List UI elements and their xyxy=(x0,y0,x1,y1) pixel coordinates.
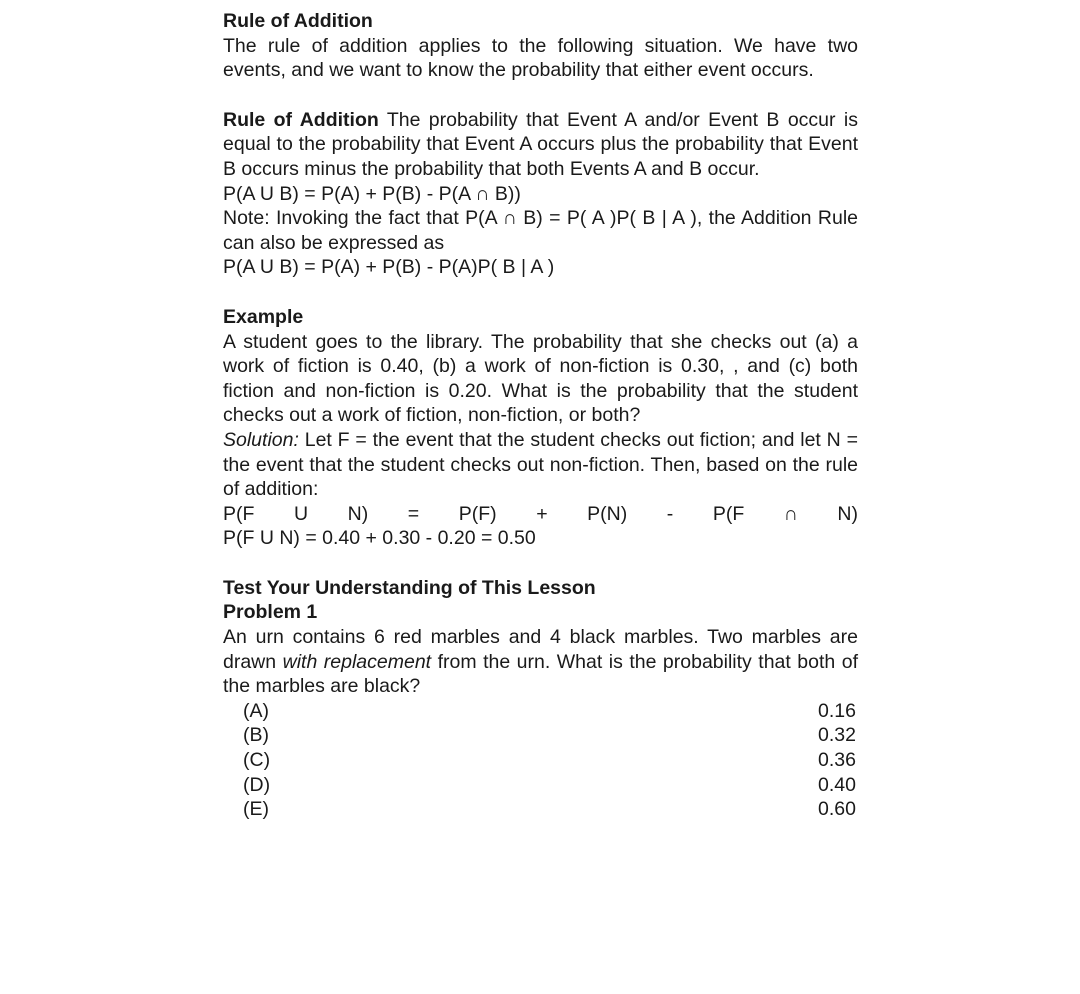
choice-row xyxy=(243,797,858,822)
formula-token: - xyxy=(666,502,674,525)
problem-paragraph xyxy=(223,625,858,699)
problem-heading: Problem 1 xyxy=(223,601,318,624)
spread-formula xyxy=(223,502,858,527)
formula-token: P(F xyxy=(712,502,745,525)
problem-text-start: An urn contains 6 red marbles and 4 black marbles. Two marbles are drawn xyxy=(223,626,858,673)
rule-definition-paragraph xyxy=(223,108,858,182)
formula-token: N) xyxy=(837,502,858,525)
problem-text-end: from the urn. What is the probability that both of the marbles are black? xyxy=(223,650,859,698)
example-paragraph: A student goes to the library. The probability that she checks out (a) a work of fiction is 0.40, (b) a work of non-fiction is 0.30, , and (c) both fiction and non-fiction is 0.20. What is the probability that the student checks out a work of fiction, non-fiction, or both? xyxy=(223,330,858,427)
choice-label: (C) xyxy=(243,749,271,772)
choice-value: 0.60 xyxy=(818,798,856,821)
choice-row xyxy=(243,773,858,798)
choice-row xyxy=(243,748,858,773)
choice-label: (E) xyxy=(243,798,269,821)
note-paragraph: Note: Invoking the fact that P(A ∩ B) = P( A )P( B | A ), the Addition Rule can also be expressed as xyxy=(223,207,858,254)
solution-text: Let F = the event that the student checks out fiction; and let N = the event that the student checks out non-fiction. Then, based on the rule of addition: xyxy=(223,428,858,501)
test-heading: Test Your Understanding of This Lesson xyxy=(223,576,596,599)
choice-value: 0.16 xyxy=(818,699,856,722)
formula-token: = xyxy=(407,502,420,525)
addition-formula-alt: P(A U B) = P(A) + P(B) - P(A)P( B | A ) xyxy=(223,256,555,279)
formula-token: + xyxy=(536,502,548,525)
choice-value: 0.36 xyxy=(818,749,856,772)
solution-label: Solution: xyxy=(223,428,299,451)
example-result: P(F U N) = 0.40 + 0.30 - 0.20 = 0.50 xyxy=(223,527,536,550)
formula-token: P(F) xyxy=(458,502,497,525)
problem-text-italic: with replacement xyxy=(282,650,432,673)
choice-value: 0.32 xyxy=(818,724,856,747)
rule-definition-text: The probability that Event A and/or Event B occur is equal to the probability that Event A occurs plus the probability that Event B occurs minus the probability that both Events A and B occur. xyxy=(223,108,858,180)
addition-formula: P(A U B) = P(A) + P(B) - P(A ∩ B)) xyxy=(223,182,521,205)
choice-row xyxy=(243,723,858,748)
document-page xyxy=(223,9,858,822)
choice-label: (B) xyxy=(243,724,269,747)
formula-token: ∩ xyxy=(783,502,798,525)
section-heading-rule-of-addition: Rule of Addition xyxy=(223,10,373,32)
choice-label: (A) xyxy=(243,699,269,722)
choice-label: (D) xyxy=(243,773,271,796)
formula-token: P(F xyxy=(223,502,255,525)
answer-choices xyxy=(243,699,858,822)
formula-token: P(N) xyxy=(587,502,628,525)
rule-definition-lead: Rule of Addition xyxy=(223,108,379,131)
choice-value: 0.40 xyxy=(818,773,856,796)
formula-token: N) xyxy=(347,502,369,525)
choice-row xyxy=(243,699,858,724)
solution-paragraph xyxy=(223,428,858,502)
section-intro-paragraph: The rule of addition applies to the following situation. We have two events, and we want to know the probability that either event occurs. xyxy=(223,34,858,82)
formula-token: U xyxy=(293,502,309,525)
example-heading: Example xyxy=(223,305,304,328)
